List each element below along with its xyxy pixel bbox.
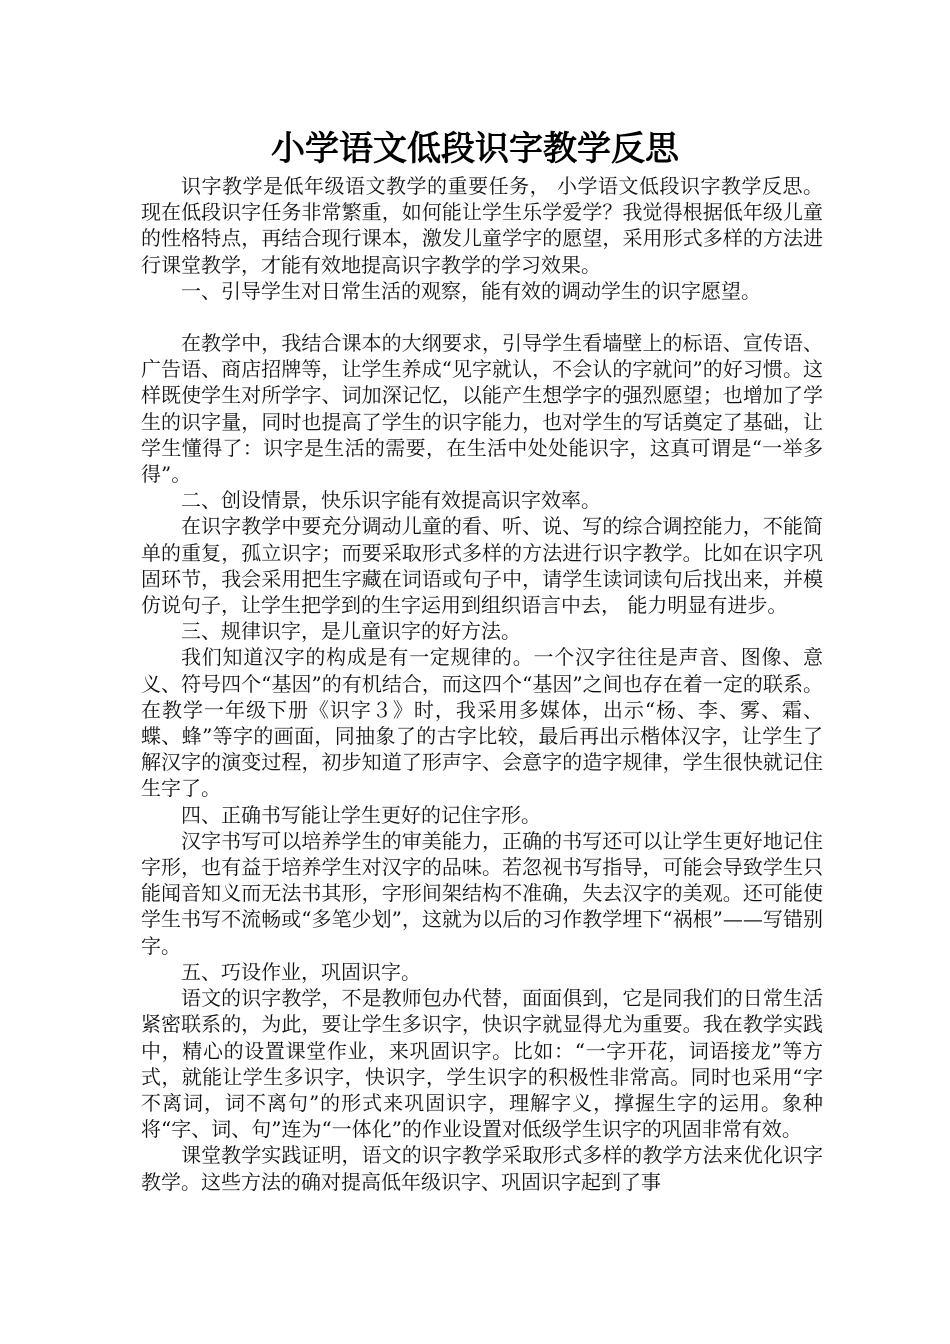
section-heading-2: 二、创设情景，快乐识字能有效提高识字效率。 bbox=[181, 488, 601, 513]
section-paragraph-1: 在教学中，我结合课本的大纲要求，引导学生看墙壁上的标语、宣传语、广告语、商店招牌等，让学生养成“见字就认，不会认的字就问”的好习惯。这样既使学生对所学字、词加深记忆，以能产生想学字的强烈愿望；也增加了学生的识字量，同时也提高了学生的识字能力，也对学生的写话奠定了基础，让学生懂得了：识字是生活的需要，在生活中处处能识字，这真可谓是“一举多得”。 bbox=[141, 331, 823, 487]
conclusion-paragraph: 课堂教学实践证明，语文的识字教学采取形式多样的教学方法来优化识字教学。这些方法的确对提高低年级识字、巩固识字起到了事 bbox=[141, 1143, 823, 1194]
document-body bbox=[141, 173, 823, 1195]
section-heading-3: 三、规律识字，是儿童识字的好方法。 bbox=[181, 619, 521, 644]
section-paragraph-4: 汉字书写可以培养学生的审美能力，正确的书写还可以让学生更好地记住字形，也有益于培养学生对汉字的品味。若忽视书写指导，可能会导致学生只能闻音知义而无法书其形，字形间架结构不准确，失去汉字的美观。还可能使学生书写不流畅或“多笔少划”，这就为以后的习作教学埋下“祸根”——写错别字。 bbox=[141, 828, 823, 958]
section-heading-1: 一、引导学生对日常生活的观察，能有效的调动学生的识字愿望。 bbox=[181, 278, 761, 303]
section-paragraph-3: 我们知道汉字的构成是有一定规律的。一个汉字往往是声音、图像、意义、符号四个“基因”的有机结合，而这四个“基因”之间也存在着一定的联系。在教学一年级下册《识字３》时，我采用多媒体，出示“杨、李、雾、霜、蝶、蜂”等字的画面，同抽象了的古字比较，最后再出示楷体汉字，让学生了解汉字的演变过程，初步知道了形声字、会意字的造字规律，学生很快就记住生字了。 bbox=[141, 645, 823, 801]
section-heading-5: 五、巧设作业，巩固识字。 bbox=[181, 959, 421, 984]
section-paragraph-5: 语文的识字教学，不是教师包办代替，面面俱到，它是同我们的日常生活紧密联系的，为此，要让学生多识字，快识字就显得尤为重要。我在教学实践中，精心的设置课堂作业，来巩固识字。比如：“一字开花，词语接龙”等方式，就能让学生多识字，快识字，学生识字的积极性非常高。同时也采用“字不离词，词不离句”的形式来巩固识字，理解字义，撑握生字的运用。象种将“字、词、句”连为“一体化”的作业设置对低级学生识字的巩固非常有效。 bbox=[141, 986, 823, 1142]
document-title: 小学语文低段识字教学反思 bbox=[271, 129, 679, 169]
section-paragraph-2: 在识字教学中要充分调动儿童的看、听、说、写的综合调控能力，不能简单的重复，孤立识字；而要采取形式多样的方法进行识字教学。比如在识字巩固环节，我会采用把生字藏在词语或句子中，请学生读词读句后找出来，并模仿说句子，让学生把学到的生字运用到组织语言中去， 能力明显有进步。 bbox=[141, 514, 823, 618]
section-heading-4: 四、正确书写能让学生更好的记住字形。 bbox=[181, 802, 541, 827]
intro-paragraph: 识字教学是低年级语文教学的重要任务， 小学语文低段识字教学反思。现在低段识字任务非常繁重，如何能让学生乐学爱学？我觉得根据低年级儿童的性格特点，再结合现行课本，激发儿童学字的愿望，采用形式多样的方法进行课堂教学，才能有效地提高识字教学的学习效果。 bbox=[141, 174, 823, 277]
